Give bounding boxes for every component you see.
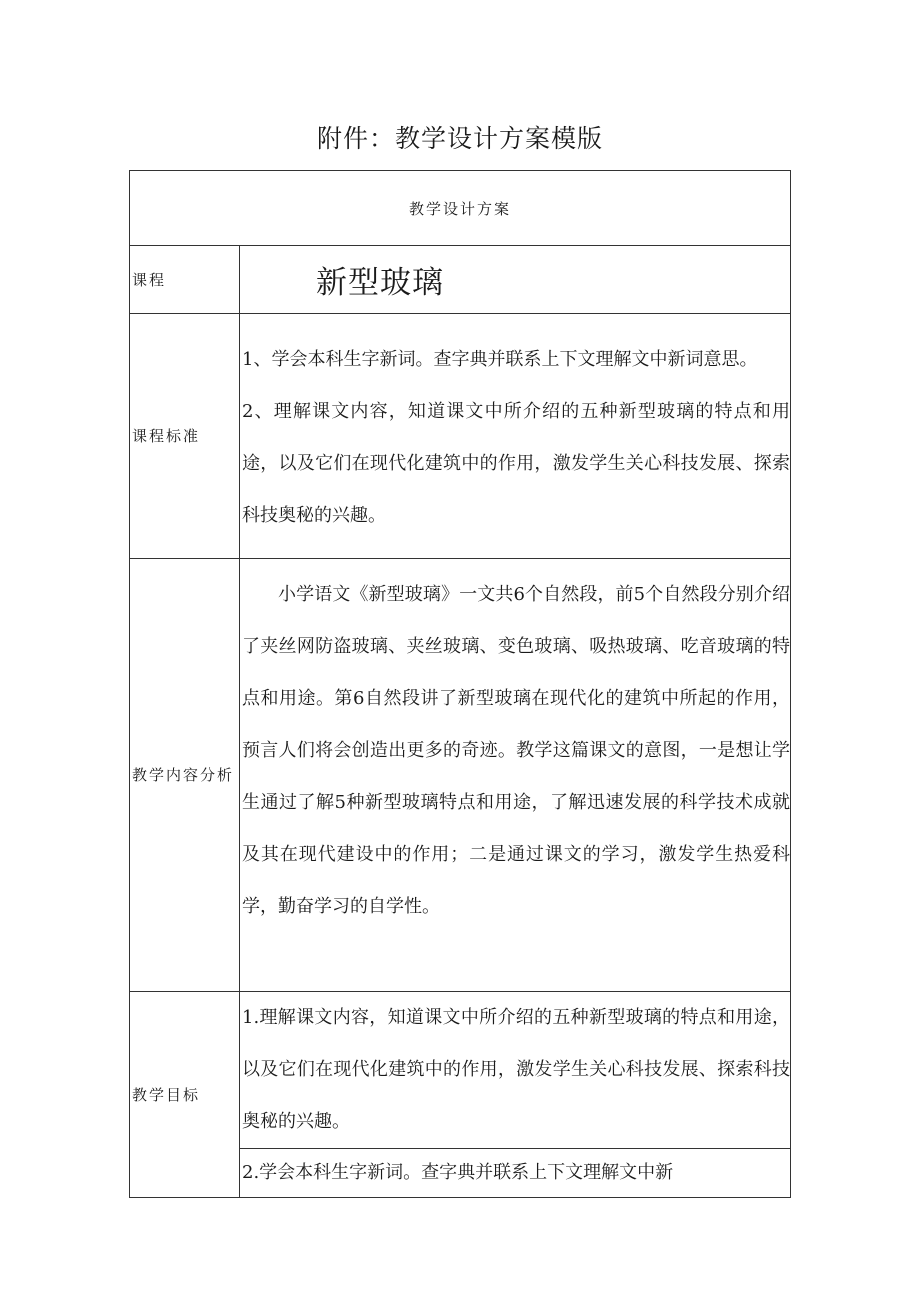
table-header-row: [130, 171, 791, 246]
table-header: 教学设计方案: [130, 171, 791, 246]
analysis-paragraph: 小学语文《新型玻璃》一文共6个自然段，前5个自然段分别介绍了夹丝网防盗玻璃、夹丝玻璃、变色玻璃、吸热玻璃、吃音玻璃的特点和用途。第6自然段讲了新型玻璃在现代化的建筑中所起的作用，预言人们将会创造出更多的奇迹。教学这篇课文的意图，一是想让学生通过了解5种新型玻璃特点和用途，了解迅速发展的科学技术成就及其在现代建设中的作用；二是通过课文的学习，激发学生热爱科学，勤奋学习的自学性。: [242, 584, 791, 917]
analysis-label: 教学内容分析: [130, 559, 240, 992]
course-name: 新型玻璃: [240, 246, 791, 314]
standard-item-1: 1、学会本科生字新词。查字典并联系上下文理解文中新词意思。: [242, 349, 758, 370]
course-label: 课程: [130, 246, 240, 314]
analysis-content: [240, 559, 791, 992]
goals-row: [130, 992, 791, 1149]
course-row: [130, 246, 791, 314]
standard-label: 课程标准: [130, 314, 240, 559]
goal-item-2-text: 2.学会本科生字新词。查字典并联系上下文理解文中新: [242, 1162, 674, 1183]
goals-label: 教学目标: [130, 992, 240, 1198]
document-title: 附件：教学设计方案模版: [316, 124, 603, 153]
goal-item-1: [240, 992, 791, 1149]
goal-item-2: [240, 1149, 791, 1198]
standard-content: [240, 314, 791, 559]
standard-row: [130, 314, 791, 559]
goal-item-1-text: 1.理解课文内容，知道课文中所介绍的五种新型玻璃的特点和用途，以及它们在现代化建筑中的作用，激发学生关心科技发展、探索科技奥秘的兴趣。: [242, 1007, 791, 1132]
standard-item-2: 2、理解课文内容，知道课文中所介绍的五种新型玻璃的特点和用途，以及它们在现代化建筑中的作用，激发学生关心科技发展、探索科技奥秘的兴趣。: [242, 401, 791, 526]
teaching-plan-table: [129, 170, 791, 1198]
analysis-row: [130, 559, 791, 992]
